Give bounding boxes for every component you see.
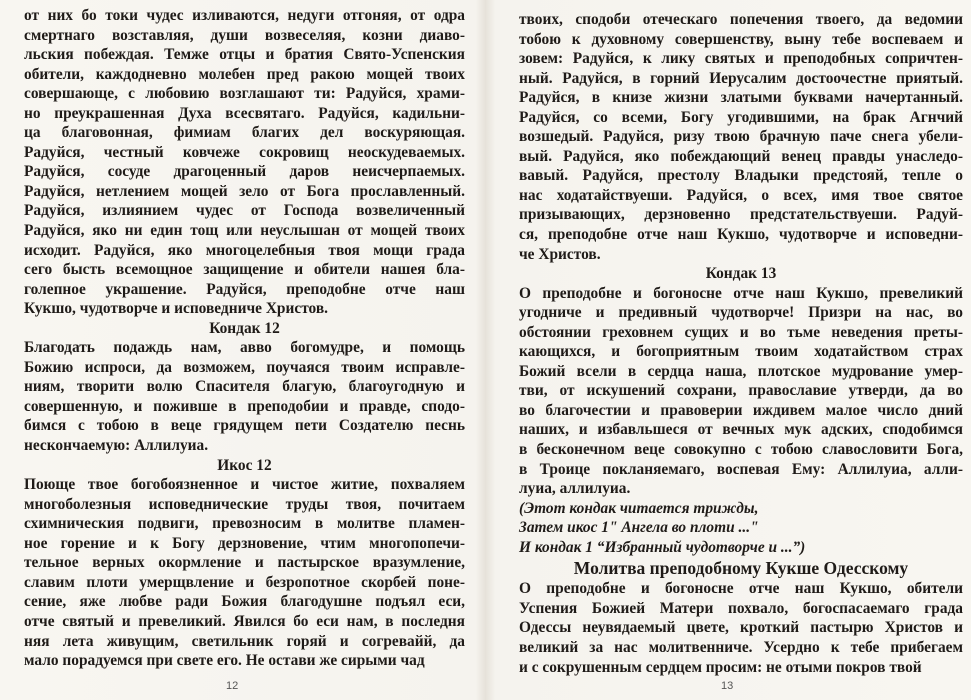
- text-line: Затем икос 1" Ангела во плоти ...": [519, 519, 759, 537]
- text-line: че Христов.: [519, 245, 601, 263]
- text-line: ниям, творити волю Спасителя благую, благоугодную и: [24, 378, 465, 396]
- text-line: Божию испроси, да возможем, поучаяся твоим исправле-: [24, 358, 465, 376]
- text-line: вый. Радуйся, яко побеждающий венец правды унаследо-: [519, 147, 963, 165]
- text-line: сего бысть всемощное защищение и обители нашея бла-: [24, 261, 465, 279]
- ikos-12-continuation: [519, 10, 963, 264]
- text-line: Успения Божией Матери похвало, богоспасаемаго града: [519, 599, 963, 617]
- left-akathist-text: [24, 6, 465, 319]
- prayer-text: [519, 579, 963, 677]
- text-line: исходит. Радуйся, яко многоцелебныя твоя мощи града: [24, 241, 465, 259]
- text-line: от них бо токи чудес изливаются, недуги отгоняя, от одра: [24, 7, 465, 24]
- text-line: И кондак 1 “Избранный чудотворче и ...”): [519, 538, 806, 556]
- text-line: луиа, аллилуиа.: [519, 480, 631, 498]
- text-line: (Этот кондак читается трижды,: [519, 499, 759, 517]
- text-line: Радуйся, сосуде драгоценный даров неисчерпаемых.: [24, 163, 465, 181]
- text-line: схимническия подвиги, превозносим в молитве пламен-: [24, 515, 465, 533]
- text-line: обстоянии греховнем сущих и во тьме неведения преты-: [519, 323, 963, 341]
- text-line: призывающих, дерзновенно предстательствуеши. Радуй-: [519, 206, 963, 224]
- text-line: и с сокрушенным сердцем просим: не отыми покров твой: [519, 658, 922, 676]
- text-line: ца благовонная, фимиам благих дел воскуряющая.: [24, 124, 465, 142]
- text-line: ный. Радуйся, в горний Иерусалим достоочестне приятый.: [519, 69, 963, 87]
- text-line: обители, каждодневно молебен пред ракою мощей твоих: [24, 65, 465, 83]
- page-number: 13: [721, 680, 734, 692]
- text-line: твоих, сподоби отеческаго попечения твоего, да ведомии: [519, 11, 963, 28]
- prayer-heading: Молитва преподобному Кукше Одесскому: [573, 558, 909, 579]
- text-line: ное горение и к Богу дерзновение, чтим многопопечи-: [24, 534, 465, 552]
- text-line: в Троице покланяемаго, воспевая Ему: Аллилуиа, алли-: [519, 460, 963, 478]
- text-line: угодниче и предивный чудотворче! Призри на нас, во: [519, 304, 963, 322]
- kontakion-13-text: [519, 284, 963, 499]
- text-line: Радуйся, излиянием чудес от Господа возвеличенный: [24, 202, 465, 220]
- text-line: во благочестии и правоверии иждивем малое число дний: [519, 401, 963, 419]
- text-line: нас ходатайствуеши. Радуйся, о всех, имя твое святое: [519, 186, 963, 204]
- kontakion-12-text: [24, 338, 465, 455]
- text-line: но преукрашенная Духа всесвятаго. Радуйся, кадильни-: [24, 104, 465, 122]
- text-line: О преподобне и богоносне отче наш Кукшо, превеликий: [519, 284, 963, 302]
- text-line: многоболезныя исповеднические труды твоя, почитаем: [24, 495, 465, 513]
- text-line: отче святый и превеликий. Явился бо еси нам, в последня: [24, 612, 465, 630]
- ikos-12-heading: Икос 12: [217, 456, 272, 474]
- text-line: смертнаго возставляя, души возвеселяя, козни диаво-: [24, 26, 465, 44]
- text-line: Радуйся, в книзе жизни златыми буквами начертанный.: [519, 89, 963, 107]
- text-line: Радуйся, со всеми, Богу угодившими, на брак Агнчий: [519, 108, 963, 126]
- text-line: великий за нас молитвенниче. Усердно к тебе прибегаем: [519, 638, 963, 656]
- text-line: Радуйся, честный ковчеже сокровищ неоскудеваемых.: [24, 143, 465, 161]
- text-line: тви, от искушений сохрани, православие утверди, да во: [519, 382, 963, 400]
- right-page: [497, 0, 971, 700]
- rubric-note: [519, 499, 963, 558]
- kontakion-12-heading: Кондак 12: [209, 319, 280, 337]
- text-line: нескончаемую: Аллилуиа.: [24, 437, 209, 455]
- text-line: совершенную, и поживше в преподобии и правде, сподо-: [24, 397, 465, 415]
- page-number: 12: [226, 680, 239, 692]
- text-line: кающихся, и богоприятным твоим ходатайством страх: [519, 343, 963, 361]
- text-line: зовем: Радуйся, к лику святых и преподобных сопричтен-: [519, 50, 963, 68]
- text-line: Божий всели в сердца наша, плотское мудрование умер-: [519, 362, 963, 380]
- text-line: тобою к духовному совершенству, выну тебе воспеваем и: [519, 30, 963, 48]
- text-line: Радуйся, нетлением мощей зело от Бога прославленный.: [24, 182, 465, 200]
- text-line: славим плоти умерщвление и безропотное скорбей поне-: [24, 573, 465, 591]
- left-page-text: [24, 6, 465, 671]
- text-line: льския побеждая. Темже отцы и братия Свято-Успенския: [24, 46, 465, 64]
- text-line: наших, и избавльшеся от вечных мук адских, сподобимся: [519, 421, 963, 439]
- text-line: мало порадуемся при свете его. Не остави же сирыми чад: [24, 652, 425, 670]
- ikos-12-text: [24, 475, 465, 670]
- text-line: ся, преподобне отче наш Кукшо, чудотворче и исповедни-: [519, 226, 963, 244]
- text-line: сение, яже любве ради Божия благодушне подъял еси,: [24, 593, 465, 611]
- text-line: Радуйся, яко ни един тощ или неуслышан от мощей твоих: [24, 222, 465, 240]
- right-page-text: [519, 10, 963, 677]
- left-page: [0, 0, 476, 700]
- text-line: голепное украшение. Радуйся, преподобне отче наш: [24, 280, 465, 298]
- text-line: совершающе, с любовию возглашают ти: Радуйся, храми-: [24, 85, 465, 103]
- text-line: Благодать подаждь нам, авво богомудре, и помощь: [24, 339, 465, 357]
- text-line: Поюще твое богобоязненное и чистое житие, похваляем: [24, 476, 465, 494]
- text-line: тельное верных окормление и пастырское вразумление,: [24, 554, 465, 572]
- text-line: Одессы неувядаемый цвете, кроткий пастырю Христов и: [519, 619, 963, 637]
- text-line: бимся с тобою в веце грядущем пети Создателю песнь: [24, 417, 465, 435]
- text-line: вавый. Радуйся, престолу Владыки предстояй, тепле о: [519, 167, 963, 185]
- text-line: возшедый. Радуйся, ризу твою брачную паче снега убели-: [519, 128, 963, 146]
- text-line: няя лета живущим, светильник горяй и согревайй, да: [24, 632, 465, 650]
- kontakion-13-heading: Кондак 13: [705, 265, 777, 283]
- text-line: Кукшо, чудотворче и исповедниче Христов.: [24, 300, 329, 318]
- text-line: О преподобне и богоносне отче наш Кукшо, обители: [519, 580, 963, 598]
- text-line: в бесконечном веце совокупно с тобою славословити Бога,: [519, 441, 963, 459]
